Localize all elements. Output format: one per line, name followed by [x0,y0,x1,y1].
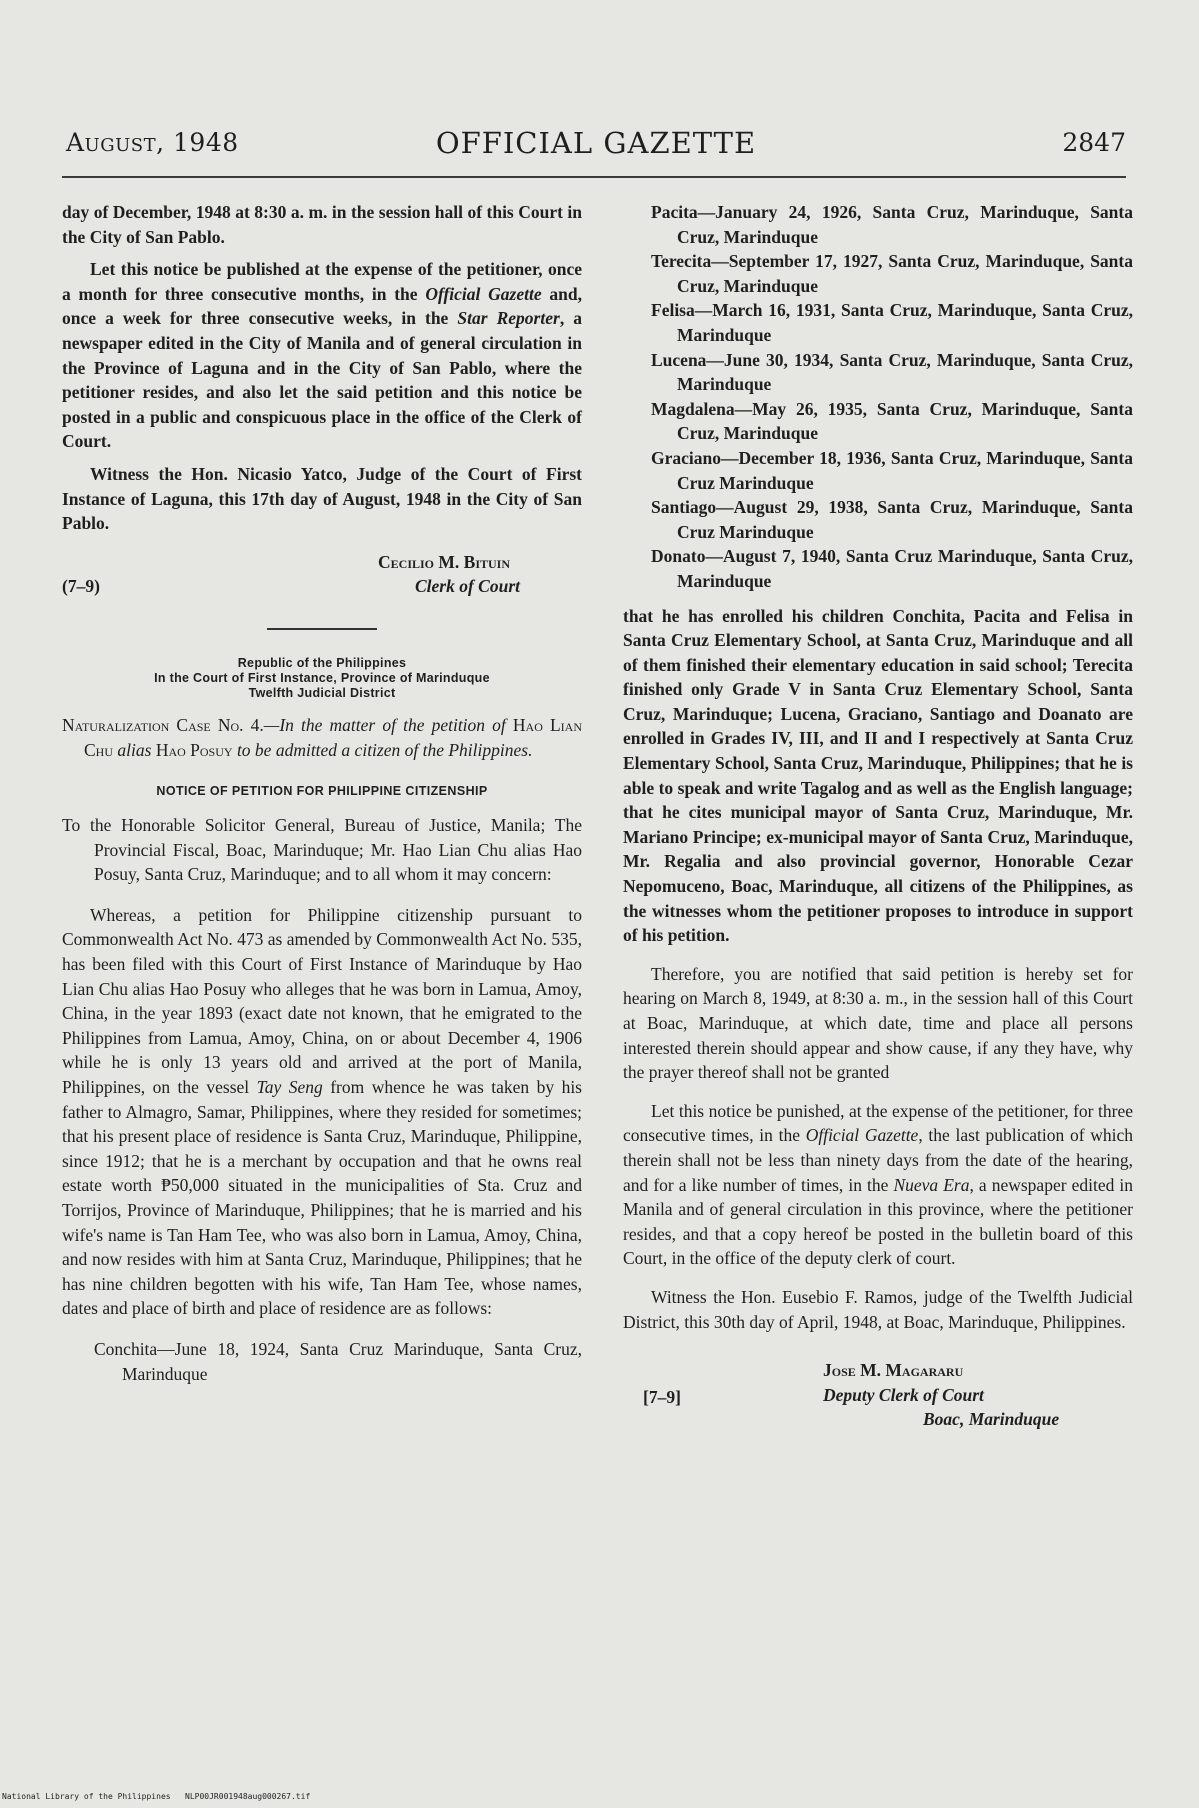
signatory-title: Deputy Clerk of Court [823,1384,984,1405]
child-entry: Conchita—June 18, 1924, Santa Cruz Marinduque, Santa Cruz, Marinduque [94,1338,582,1384]
paragraph-session-hall: day of December, 1948 at 8:30 a. m. in the session hall of this Court in the City of San Pablo. [62,202,582,247]
signatory-location: Boac, Marinduque [923,1408,1060,1429]
child-entry: Pacita—January 24, 1926, Santa Cruz, Marinduque, Santa Cruz, Marinduque [651,202,1133,247]
signatory-title: Clerk of Court [414,576,520,597]
signature-line [62,574,582,600]
paragraph-publication: Let this notice be punished, at the expense of the petitioner, for three consecutive times, in the Official Gazette, the last publication of which therein shall not be less than ninety days from the date of the hearing, and for a like number of times, in the Nueva Era, a newspaper edited in Manila and of general circulation in this province, where the petitioner resides, and that a copy hereof be posted in the bulletin board of this Court, in the office of the deputy clerk of court. [623,1100,1134,1269]
publication-title: OFFICIAL GAZETTE [435,126,757,160]
signatory-name: Jose M. Magararu [823,1360,964,1381]
issue-reference: [7–9] [643,1386,681,1407]
child-entry: Felisa—March 16, 1931, Santa Cruz, Marinduque, Santa Cruz, Marinduque [651,300,1133,345]
paragraph-enrolled: that he has enrolled his children Conchita, Pacita and Felisa in Santa Cruz Elementary School, at Santa Cruz, Marinduque and all of them finished their elementary education in said school; Terecita finished only Grade V in Santa Cruz Elementary School, Santa Cruz, Marinduque; Lucena, Graciano, Santiago and Doanato are enrolled in Grades IV, III, and II and I respectively at Santa Cruz Elementary School, Santa Cruz, Marinduque, Philippines; that he is able to speak and write Tagalog and as well as the English language; that he cites municipal mayor of Santa Cruz, Marinduque, Mr. Mariano Principe; ex-municipal mayor of Santa Cruz, Marinduque, Mr. Regalia and also provincial governor, Honorable Cezar Nepomuceno, Boac, Marinduque, all citizens of the Philippines, as the witnesses whom the petitioner proposes to introduce in support of his petition. [623,605,1133,946]
issue-date: August, 1948 [66,128,239,157]
court-heading: Republic of the Philippines In the Court of First Instance, Province of Marinduque Twelfth Judicial District [154,656,490,701]
case-title: Naturalization Case No. 4.—In the matter of the petition of Hao Lian Chu alias Hao Posuy to be admitted a citizen of the Philippines. [62,715,582,760]
left-column [62,200,582,1386]
section-divider [267,628,377,630]
signature-block [623,1383,1133,1431]
child-entry: Santiago—August 29, 1938, Santa Cruz, Marinduque, Santa Cruz Marinduque [651,497,1133,542]
paragraph-publication-order: Let this notice be published at the expense of the petitioner, once a month for three consecutive months, in the Official Gazette and, once a week for three consecutive weeks, in the Star Reporter, a newspaper edited in the City of Manila and of general circulation in the Province of Laguna and in the City of San Pablo, where the petitioner resides, and also let the said petition and this notice be posted in a public and conspicuous place in the office of the Clerk of Court. [62,259,583,452]
child-entry: Magdalena—May 26, 1935, Santa Cruz, Marinduque, Santa Cruz, Marinduque [651,398,1133,444]
addressee-paragraph: To the Honorable Solicitor General, Bureau of Justice, Manila; The Provincial Fiscal, Boac, Marinduque; Mr. Hao Lian Chu alias Hao Posuy, Santa Cruz, Marinduque; and to all whom it may concern: [62,815,582,885]
scan-footer: National Library of the Philippines NLP00JR001948aug000267.tif [2,1792,311,1801]
child-entry: Terecita—September 17, 1927, Santa Cruz, Marinduque, Santa Cruz, Marinduque [651,251,1133,296]
header-rule [62,176,1126,178]
page-number: 2847 [1062,128,1126,157]
whereas-paragraph: Whereas, a petition for Philippine citizenship pursuant to Commonwealth Act No. 473 as amended by Commonwealth Act No. 535, has been filed with this Court of First Instance of Marinduque by Hao Lian Chu alias Hao Posuy who alleges that he was born in Lamua, Amoy, China, in the year 1893 (exact date not known, that he emigrated to the Philippines from Lamua, Amoy, China, on or about December 4, 1906 while he is only 13 years old and arrived at the port of Manila, Philippines, on the vessel Tay Seng from whence he was taken by his father to Almagro, Samar, Philippines, where they resided for sometimes; that his present place of residence is Santa Cruz, Marinduque, Philippine, since 1912; that he is a merchant by occupation and that he owns real estate worth ₱50,000 situated in the municipalities of Sta. Cruz and Torrijos, Province of Marinduque, Philippines; that he is married and his wife's name is Tan Ham Tee, who was also born in Lamua, Amoy, China, and now resides with him at Santa Cruz, Marinduque, Philippines; that he has nine children begotten with his wife, Tan Ham Tee, whose names, dates and place of birth and place of residence are as follows: [62,904,582,1319]
paragraph-witness-ramos: Witness the Hon. Eusebio F. Ramos, judge of the Twelfth Judicial District, this 30th day of April, 1948, at Boac, Marinduque, Philippines. [623,1286,1133,1332]
child-entry: Graciano—December 18, 1936, Santa Cruz, Marinduque, Santa Cruz Marinduque [651,447,1133,493]
paragraph-witness-yatco: Witness the Hon. Nicasio Yatco, Judge of the Court of First Instance of Laguna, this 17th day of August, 1948 in the City of San Pablo. [62,463,582,534]
right-column [623,200,1133,1431]
notice-heading: NOTICE OF PETITION FOR PHILIPPINE CITIZENSHIP [156,783,488,798]
child-entry: Lucena—June 30, 1934, Santa Cruz, Marinduque, Santa Cruz, Marinduque [651,349,1133,395]
signatory-name: Cecilio M. Bituin [378,551,510,572]
issue-reference: (7–9) [62,576,100,597]
paragraph-hearing: Therefore, you are notified that said petition is hereby set for hearing on March 8, 1949, at 8:30 a. m., in the session hall of this Court at Boac, Marinduque, at which date, time and place all persons interested therein should appear and show cause, if any they have, why the prayer thereof shall not be granted [623,963,1133,1083]
child-entry: Donato—August 7, 1940, Santa Cruz Marinduque, Santa Cruz, Marinduque [651,546,1133,591]
page-header [66,128,1126,168]
